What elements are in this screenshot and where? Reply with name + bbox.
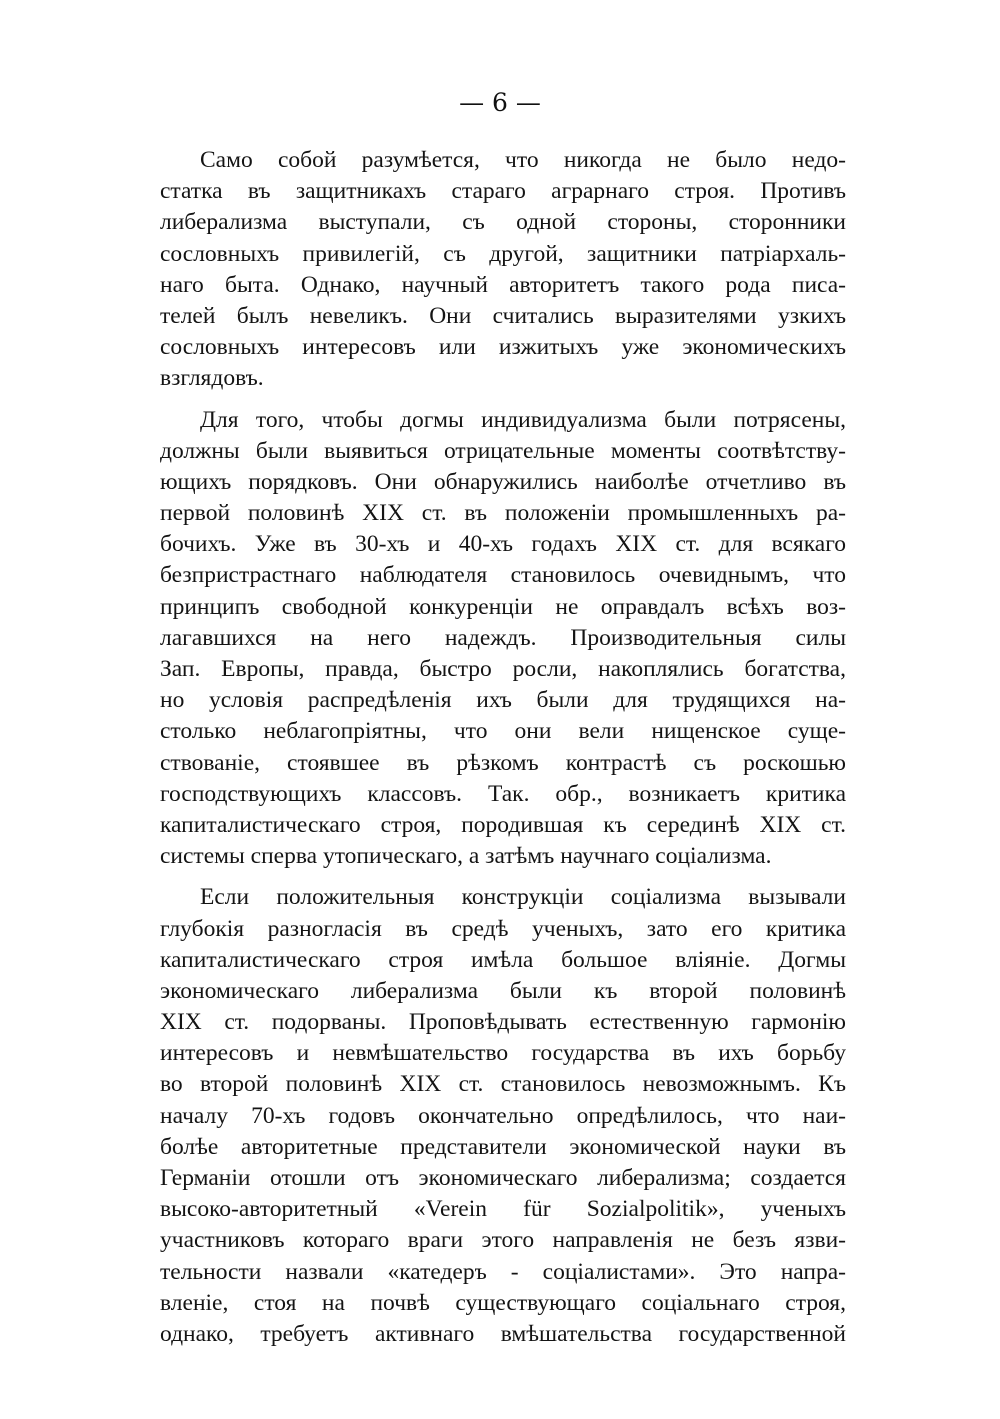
text-line: болѣе авторитетные представители экономической науки въ <box>160 1133 846 1160</box>
text-line: во второй половинѣ XIX ст. становилось невозможнымъ. Къ <box>160 1071 846 1098</box>
text-line: однако, требуетъ активнаго вмѣшательства государственной <box>160 1320 846 1347</box>
text-line: ствованіе, стоявшее въ рѣзкомъ контрастѣ съ роскошью <box>160 749 846 776</box>
text-line: должны были выявиться отрицательные моменты соотвѣтству- <box>160 437 846 464</box>
text-line: капиталистическаго строя, породившая къ серединѣ XIX ст. <box>160 811 846 838</box>
paragraph-3 <box>160 882 846 1350</box>
text-line: Германіи отошли отъ экономическаго либерализма; создается <box>160 1165 846 1191</box>
text-line: тельности назвали «катедеръ - соціалистами». Это напра- <box>160 1258 846 1285</box>
text-line: Если положительныя конструкціи соціализма вызывали <box>200 884 846 911</box>
text-line: началу 70-хъ годовъ окончательно опредѣлилось, что наи- <box>160 1102 846 1129</box>
text-line: высоко-авторитетный «Verein für Sozialpolitik», ученыхъ <box>160 1196 846 1223</box>
body-text <box>160 145 846 1350</box>
text-line: господствующихъ классовъ. Так. обр., возникаетъ критика <box>160 780 846 807</box>
text-line: системы сперва утопическаго, а затѣмъ научнаго соціализма. <box>160 843 772 870</box>
text-line: капиталистическаго строя имѣла большое вліяніе. Догмы <box>160 946 846 973</box>
text-line: вленіе, стоя на почвѣ существующаго соціальнаго строя, <box>160 1289 846 1316</box>
text-line: взглядовъ. <box>160 365 264 392</box>
text-line: бочихъ. Уже въ 30-хъ и 40-хъ годахъ XIX ст. для всякаго <box>160 531 846 558</box>
paragraph-gap <box>160 872 846 882</box>
paragraph-2 <box>160 405 846 873</box>
text-line: безпристрастнаго наблюдателя становилось очевиднымъ, что <box>160 562 846 589</box>
paragraph-gap <box>160 395 846 405</box>
text-line: Зап. Европы, правда, быстро росли, накоплялись богатства, <box>160 656 846 682</box>
text-line: принципъ свободной конкуренціи не оправдалъ всѣхъ воз- <box>160 593 846 620</box>
text-line: XIX ст. подорваны. Проповѣдывать естественную гармонію <box>160 1009 846 1036</box>
text-line: статка въ защитникахъ стараго аграрнаго строя. Противъ <box>160 178 846 205</box>
text-line: ющихъ порядковъ. Они обнаружились наиболѣе отчетливо въ <box>160 468 846 495</box>
paragraph-1 <box>160 145 846 395</box>
text-line: Само собой разумѣется, что никогда не было недо- <box>200 147 846 173</box>
text-line: либерализма выступали, съ одной стороны, сторонники <box>160 209 846 236</box>
text-line: наго быта. Однако, научный авторитетъ такого рода писа- <box>160 271 846 298</box>
text-line: но условія распредѣленія ихъ были для трудящихся на- <box>160 687 846 714</box>
text-line: интересовъ и невмѣшательство государства въ ихъ борьбу <box>160 1040 846 1067</box>
text-line: глубокія разногласія въ средѣ ученыхъ, зато его критика <box>160 915 846 942</box>
text-line: телей былъ невеликъ. Они считались выразителями узкихъ <box>160 302 846 329</box>
text-line: Для того, чтобы догмы индивидуализма были потрясены, <box>200 406 846 433</box>
text-line: сословныхъ интересовъ или изжитыхъ уже экономическихъ <box>160 334 846 361</box>
page-number: — 6 — <box>459 88 541 117</box>
text-line: участниковъ котораго враги этого направленія не безъ язви- <box>160 1227 846 1254</box>
text-line: столько неблагопріятны, что они вели нищенское суще- <box>160 718 846 745</box>
text-line: сословныхъ привилегій, съ другой, защитники патріархаль- <box>160 240 846 267</box>
text-line: экономическаго либерализма были къ второй половинѣ <box>160 977 846 1004</box>
text-line: первой половинѣ XIX ст. въ положеніи промышленныхъ ра- <box>160 500 846 527</box>
text-line: лагавшихся на него надеждъ. Производительныя силы <box>160 624 846 651</box>
